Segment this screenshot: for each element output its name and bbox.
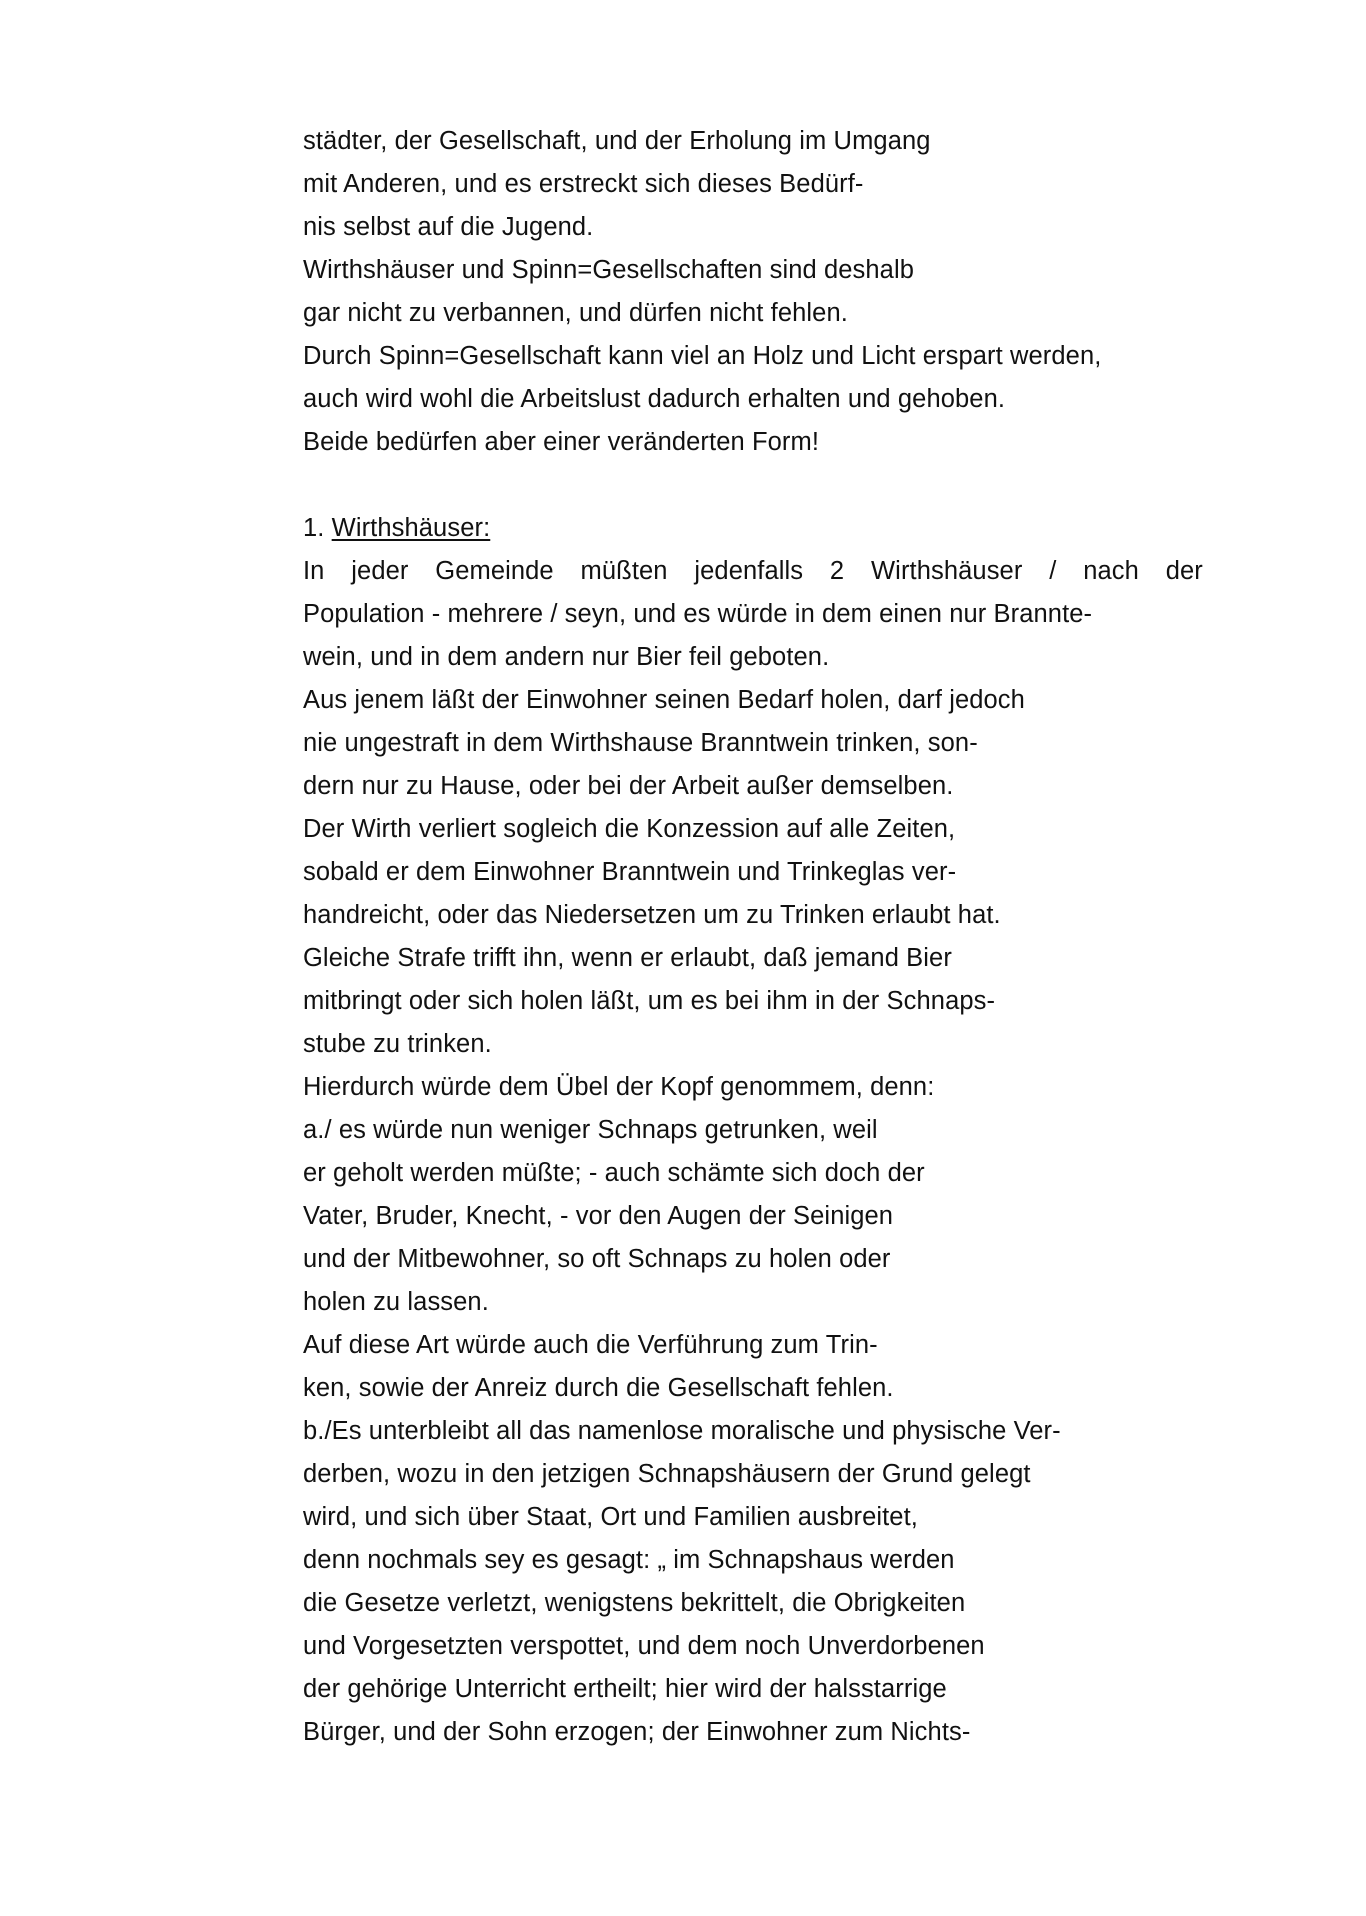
text-line: die Gesetze verletzt, wenigstens bekrittelt, die Obrigkeiten [303, 1589, 966, 1617]
text-line: wird, und sich über Staat, Ort und Familien ausbreitet, [303, 1503, 918, 1531]
word: jedenfalls [694, 557, 804, 585]
text-line: mit Anderen, und es erstreckt sich dieses Bedürf- [303, 170, 864, 198]
text-line: a./ es würde nun weniger Schnaps getrunken, weil [303, 1116, 878, 1144]
text-line: holen zu lassen. [303, 1288, 489, 1316]
text-line: wein, und in dem andern nur Bier feil geboten. [303, 643, 830, 671]
text-line: nis selbst auf die Jugend. [303, 213, 594, 241]
text-line: sobald er dem Einwohner Branntwein und Trinkeglas ver- [303, 858, 957, 886]
text-line: gar nicht zu verbannen, und dürfen nicht fehlen. [303, 299, 848, 327]
word: / [1049, 557, 1057, 585]
word: der [1165, 557, 1203, 585]
text-line: denn nochmals sey es gesagt: „ im Schnapshaus werden [303, 1546, 955, 1574]
text-line: Der Wirth verliert sogleich die Konzession auf alle Zeiten, [303, 815, 956, 843]
text-line: städter, der Gesellschaft, und der Erholung im Umgang [303, 127, 931, 155]
word: In [303, 557, 325, 585]
text-line: ken, sowie der Anreiz durch die Gesellschaft fehlen. [303, 1374, 894, 1402]
text-line: Beide bedürfen aber einer veränderten Form! [303, 428, 820, 456]
word: Wirthshäuser [871, 557, 1023, 585]
text-line: Vater, Bruder, Knecht, - vor den Augen der Seinigen [303, 1202, 894, 1230]
text-line: Auf diese Art würde auch die Verführung zum Trin- [303, 1331, 878, 1359]
text-line: Wirthshäuser und Spinn=Gesellschaften sind deshalb [303, 256, 914, 284]
word: müßten [580, 557, 668, 585]
text-line: dern nur zu Hause, oder bei der Arbeit außer demselben. [303, 772, 954, 800]
text-line: und der Mitbewohner, so oft Schnaps zu holen oder [303, 1245, 891, 1273]
section-number: 1. [303, 514, 325, 542]
text-line: nie ungestraft in dem Wirthshause Branntwein trinken, son- [303, 729, 978, 757]
text-line: Aus jenem läßt der Einwohner seinen Bedarf holen, darf jedoch [303, 686, 1025, 714]
text-line: b./Es unterbleibt all das namenlose moralische und physische Ver- [303, 1417, 1061, 1445]
text-line: er geholt werden müßte; - auch schämte sich doch der [303, 1159, 925, 1187]
text-line: Gleiche Strafe trifft ihn, wenn er erlaubt, daß jemand Bier [303, 944, 952, 972]
text-line: Bürger, und der Sohn erzogen; der Einwohner zum Nichts- [303, 1718, 971, 1746]
word: Gemeinde [435, 557, 554, 585]
text-line: auch wird wohl die Arbeitslust dadurch erhalten und gehoben. [303, 385, 1006, 413]
text-line: der gehörige Unterricht ertheilt; hier wird der halsstarrige [303, 1675, 947, 1703]
section-title: Wirthshäuser: [331, 514, 491, 542]
text-line: derben, wozu in den jetzigen Schnapshäusern der Grund gelegt [303, 1460, 1031, 1488]
text-line: Population - mehrere / seyn, und es würde in dem einen nur Brannte- [303, 600, 1093, 628]
justified-text-line [303, 556, 1203, 586]
text-line: handreicht, oder das Niedersetzen um zu Trinken erlaubt hat. [303, 901, 1001, 929]
section-heading [303, 513, 490, 543]
text-line: Hierdurch würde dem Übel der Kopf genommem, denn: [303, 1073, 935, 1101]
text-line: mitbringt oder sich holen läßt, um es bei ihm in der Schnaps- [303, 987, 996, 1015]
text-line: stube zu trinken. [303, 1030, 492, 1058]
text-line: Durch Spinn=Gesellschaft kann viel an Holz und Licht erspart werden, [303, 342, 1102, 370]
word: 2 [829, 557, 845, 585]
text-line: und Vorgesetzten verspottet, und dem noch Unverdorbenen [303, 1632, 985, 1660]
word: nach [1083, 557, 1139, 585]
word: jeder [351, 557, 409, 585]
